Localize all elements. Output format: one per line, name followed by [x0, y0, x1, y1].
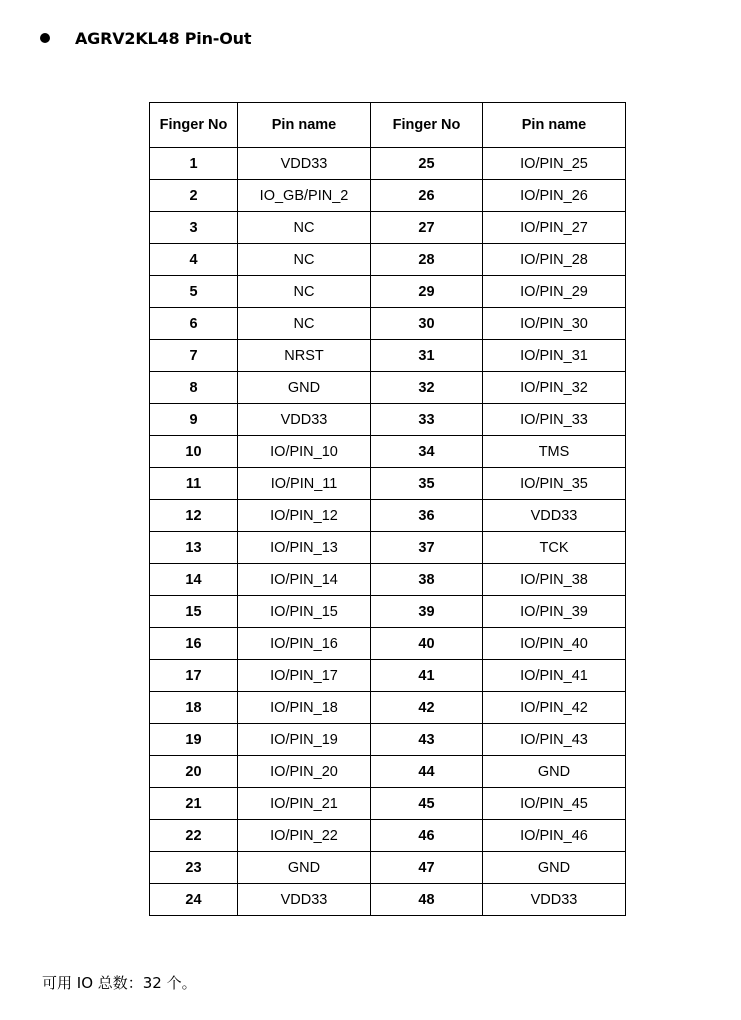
finger-no-cell: 14 — [150, 564, 238, 596]
header-finger-no: Finger No — [150, 103, 238, 148]
pin-name-cell: IO/PIN_11 — [238, 468, 371, 500]
finger-no-cell: 28 — [371, 244, 483, 276]
finger-no-cell: 16 — [150, 628, 238, 660]
pin-name-cell: IO/PIN_38 — [483, 564, 626, 596]
table-row — [150, 660, 626, 692]
finger-no-cell: 11 — [150, 468, 238, 500]
finger-no-cell: 26 — [371, 180, 483, 212]
finger-no-cell: 25 — [371, 148, 483, 180]
finger-no-cell: 24 — [150, 884, 238, 916]
pin-name-cell: NC — [238, 212, 371, 244]
pinout-table — [149, 102, 626, 916]
finger-no-cell: 5 — [150, 276, 238, 308]
table-row — [150, 692, 626, 724]
finger-no-cell: 42 — [371, 692, 483, 724]
pin-name-cell: IO/PIN_12 — [238, 500, 371, 532]
pin-name-cell: GND — [483, 756, 626, 788]
table-row — [150, 180, 626, 212]
finger-no-cell: 41 — [371, 660, 483, 692]
pin-name-cell: NC — [238, 308, 371, 340]
table-row — [150, 340, 626, 372]
pin-name-cell: IO_GB/PIN_2 — [238, 180, 371, 212]
pin-name-cell: IO/PIN_43 — [483, 724, 626, 756]
header-pin-name: Pin name — [483, 103, 626, 148]
table-row — [150, 884, 626, 916]
pin-name-cell: IO/PIN_39 — [483, 596, 626, 628]
finger-no-cell: 33 — [371, 404, 483, 436]
table-row — [150, 212, 626, 244]
pin-name-cell: NC — [238, 244, 371, 276]
pin-name-cell: GND — [238, 852, 371, 884]
pin-name-cell: IO/PIN_14 — [238, 564, 371, 596]
finger-no-cell: 6 — [150, 308, 238, 340]
table-row — [150, 404, 626, 436]
table-row — [150, 148, 626, 180]
finger-no-cell: 4 — [150, 244, 238, 276]
pin-name-cell: IO/PIN_21 — [238, 788, 371, 820]
table-row — [150, 436, 626, 468]
bullet-icon — [40, 33, 50, 43]
finger-no-cell: 20 — [150, 756, 238, 788]
finger-no-cell: 22 — [150, 820, 238, 852]
finger-no-cell: 21 — [150, 788, 238, 820]
finger-no-cell: 46 — [371, 820, 483, 852]
pin-name-cell: IO/PIN_18 — [238, 692, 371, 724]
finger-no-cell: 10 — [150, 436, 238, 468]
pin-name-cell: IO/PIN_42 — [483, 692, 626, 724]
pin-name-cell: VDD33 — [238, 884, 371, 916]
finger-no-cell: 15 — [150, 596, 238, 628]
table-row — [150, 724, 626, 756]
pin-name-cell: IO/PIN_17 — [238, 660, 371, 692]
table-row — [150, 820, 626, 852]
section-heading — [40, 26, 251, 50]
finger-no-cell: 8 — [150, 372, 238, 404]
finger-no-cell: 38 — [371, 564, 483, 596]
table-row — [150, 308, 626, 340]
finger-no-cell: 37 — [371, 532, 483, 564]
finger-no-cell: 1 — [150, 148, 238, 180]
finger-no-cell: 27 — [371, 212, 483, 244]
header-pin-name: Pin name — [238, 103, 371, 148]
finger-no-cell: 36 — [371, 500, 483, 532]
finger-no-cell: 2 — [150, 180, 238, 212]
pin-name-cell: IO/PIN_22 — [238, 820, 371, 852]
pin-name-cell: IO/PIN_20 — [238, 756, 371, 788]
pin-name-cell: TCK — [483, 532, 626, 564]
pin-name-cell: IO/PIN_32 — [483, 372, 626, 404]
pin-name-cell: IO/PIN_26 — [483, 180, 626, 212]
table-row — [150, 276, 626, 308]
pin-name-cell: GND — [483, 852, 626, 884]
page-title: AGRV2KL48 Pin-Out — [75, 28, 252, 48]
finger-no-cell: 43 — [371, 724, 483, 756]
pin-name-cell: VDD33 — [483, 500, 626, 532]
finger-no-cell: 35 — [371, 468, 483, 500]
finger-no-cell: 29 — [371, 276, 483, 308]
table-row — [150, 788, 626, 820]
pin-name-cell: IO/PIN_10 — [238, 436, 371, 468]
finger-no-cell: 19 — [150, 724, 238, 756]
pin-name-cell: GND — [238, 372, 371, 404]
finger-no-cell: 40 — [371, 628, 483, 660]
header-finger-no: Finger No — [371, 103, 483, 148]
finger-no-cell: 13 — [150, 532, 238, 564]
pin-name-cell: IO/PIN_19 — [238, 724, 371, 756]
finger-no-cell: 9 — [150, 404, 238, 436]
pin-name-cell: IO/PIN_29 — [483, 276, 626, 308]
pin-name-cell: IO/PIN_45 — [483, 788, 626, 820]
pin-name-cell: NRST — [238, 340, 371, 372]
table-row — [150, 244, 626, 276]
pin-name-cell: IO/PIN_28 — [483, 244, 626, 276]
finger-no-cell: 44 — [371, 756, 483, 788]
finger-no-cell: 47 — [371, 852, 483, 884]
pin-name-cell: NC — [238, 276, 371, 308]
finger-no-cell: 12 — [150, 500, 238, 532]
finger-no-cell: 39 — [371, 596, 483, 628]
table-row — [150, 596, 626, 628]
pin-name-cell: IO/PIN_31 — [483, 340, 626, 372]
pin-name-cell: TMS — [483, 436, 626, 468]
pin-name-cell: IO/PIN_46 — [483, 820, 626, 852]
pin-name-cell: IO/PIN_13 — [238, 532, 371, 564]
finger-no-cell: 32 — [371, 372, 483, 404]
finger-no-cell: 48 — [371, 884, 483, 916]
io-count-note: 可用 IO 总数：32 个。 — [42, 974, 197, 992]
finger-no-cell: 18 — [150, 692, 238, 724]
table-row — [150, 852, 626, 884]
table-row — [150, 564, 626, 596]
pin-name-cell: IO/PIN_41 — [483, 660, 626, 692]
pin-name-cell: IO/PIN_15 — [238, 596, 371, 628]
table-row — [150, 756, 626, 788]
table-row — [150, 628, 626, 660]
pin-name-cell: IO/PIN_33 — [483, 404, 626, 436]
table-row — [150, 532, 626, 564]
pin-name-cell: IO/PIN_16 — [238, 628, 371, 660]
pin-name-cell: VDD33 — [238, 148, 371, 180]
table-header-row — [150, 103, 626, 148]
pin-name-cell: VDD33 — [483, 884, 626, 916]
finger-no-cell: 34 — [371, 436, 483, 468]
pin-name-cell: VDD33 — [238, 404, 371, 436]
finger-no-cell: 45 — [371, 788, 483, 820]
finger-no-cell: 17 — [150, 660, 238, 692]
finger-no-cell: 30 — [371, 308, 483, 340]
finger-no-cell: 3 — [150, 212, 238, 244]
table-row — [150, 468, 626, 500]
pin-name-cell: IO/PIN_25 — [483, 148, 626, 180]
pin-name-cell: IO/PIN_35 — [483, 468, 626, 500]
pin-name-cell: IO/PIN_40 — [483, 628, 626, 660]
finger-no-cell: 23 — [150, 852, 238, 884]
pin-name-cell: IO/PIN_30 — [483, 308, 626, 340]
finger-no-cell: 7 — [150, 340, 238, 372]
table-row — [150, 372, 626, 404]
finger-no-cell: 31 — [371, 340, 483, 372]
pin-name-cell: IO/PIN_27 — [483, 212, 626, 244]
table-row — [150, 500, 626, 532]
